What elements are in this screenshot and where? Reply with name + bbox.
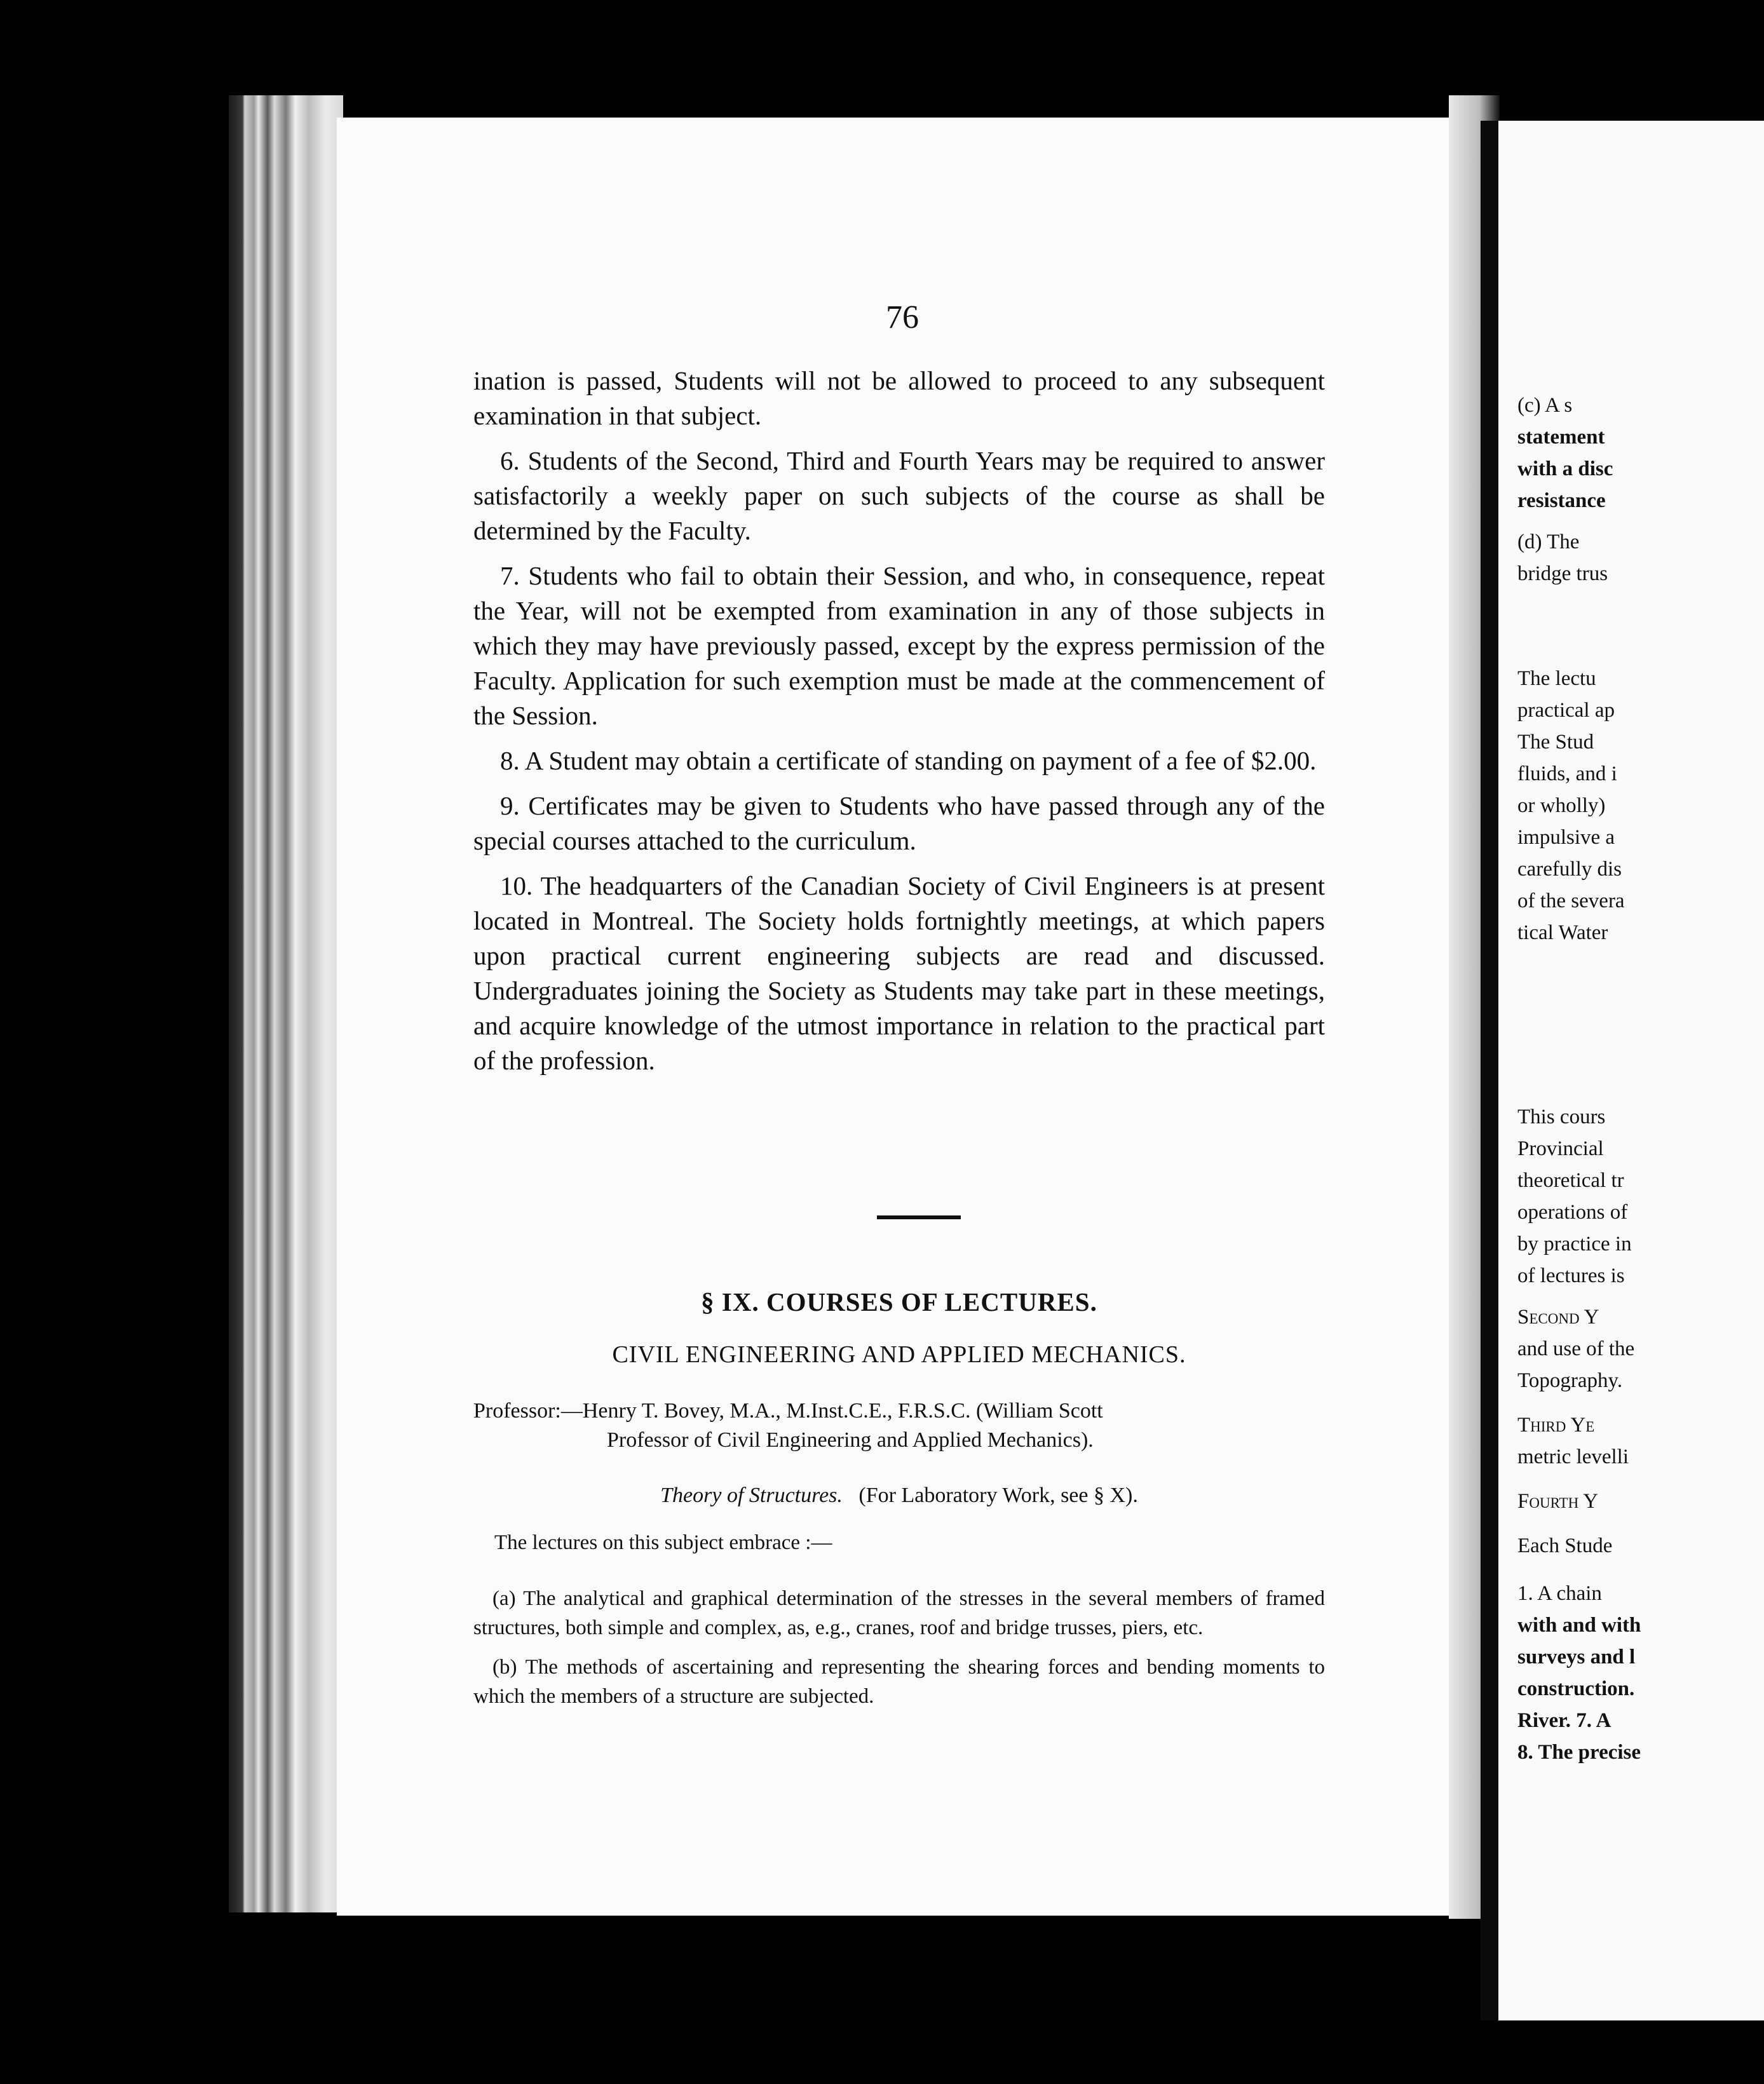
right-page-line: The lectu [1517, 667, 1596, 690]
right-page-line: or wholly) [1517, 794, 1606, 817]
paragraph-continuation: ination is passed, Students will not be allowed to proceed to any subsequent examination in that subject. [473, 366, 1325, 430]
right-page-line: of the severa [1517, 890, 1625, 912]
right-page-line: 8. The precise [1517, 1741, 1641, 1764]
book-page-edges [229, 95, 343, 1912]
professor-credit [473, 1397, 1325, 1455]
right-page-line: Topography. [1517, 1369, 1623, 1392]
right-page-line: construction. [1517, 1677, 1635, 1700]
lecture-item-b: (b) The methods of ascertaining and representing the shearing forces and bending moments to which the members of a structure are subjected. [473, 1656, 1325, 1708]
right-page-line: 1. A chain [1517, 1582, 1602, 1605]
right-page [1481, 121, 1764, 2020]
paragraph-6: 6. Students of the Second, Third and Fourth Years may be required to answer satisfactorily a weekly paper on such subjects of the course as shall be determined by the Faculty. [473, 446, 1325, 545]
right-page-line: metric levelli [1517, 1445, 1629, 1468]
right-page-line: of lectures is [1517, 1264, 1625, 1287]
right-page-line: by practice in [1517, 1233, 1632, 1255]
right-page-line: This cours [1517, 1106, 1606, 1128]
right-page-line: Fourth Y [1517, 1490, 1599, 1513]
right-page-line: carefully dis [1517, 858, 1622, 881]
right-page-line: fluids, and i [1517, 762, 1617, 785]
right-page-line: (c) A s [1517, 394, 1573, 417]
subject-note: (For Laboratory Work, see § X). [858, 1484, 1138, 1507]
subject-title: Theory of Structures. [660, 1484, 843, 1507]
right-page-line: with a disc [1517, 457, 1613, 480]
right-page-line: impulsive a [1517, 826, 1615, 849]
paragraph-9: 9. Certificates may be given to Students who have passed through any of the special courses attached to the curriculum. [473, 791, 1325, 855]
body-text [473, 363, 1325, 1088]
section-subheading: CIVIL ENGINEERING AND APPLIED MECHANICS. [612, 1341, 1186, 1368]
lecture-items [473, 1584, 1325, 1721]
right-page-line: tical Water [1517, 921, 1608, 944]
right-page-line: and use of the [1517, 1337, 1635, 1360]
right-page-line: resistance [1517, 489, 1606, 512]
right-page-line: theoretical tr [1517, 1169, 1624, 1192]
right-page-line: (d) The [1517, 531, 1580, 553]
right-page-line: bridge trus [1517, 562, 1608, 585]
right-page-line: operations of [1517, 1201, 1628, 1224]
page-number: 76 [886, 299, 919, 335]
right-page-line: Each Stude [1517, 1534, 1613, 1557]
paragraph-10: 10. The headquarters of the Canadian Society of Civil Engineers is at present located in Montreal. The Society holds fortnightly meetings, at which papers upon practical current engineering subjects are read and discussed. Undergraduates joining the Society as Students may take part in these meetings, and acquire knowledge of the utmost importance in relation to the practical part of the profession. [473, 871, 1325, 1075]
lectures-intro: The lectures on this subject embrace :— [494, 1531, 832, 1554]
subject-line [473, 1484, 1325, 1508]
section-heading: § IX. COURSES OF LECTURES. [701, 1287, 1097, 1316]
right-page-line: with and with [1517, 1614, 1641, 1637]
section-divider [877, 1215, 961, 1219]
right-page-line: River. 7. A [1517, 1709, 1611, 1732]
professor-line-1: Professor:—Henry T. Bovey, M.A., M.Inst.C.E., F.R.S.C. (William Scott [473, 1399, 1103, 1423]
right-page-line: practical ap [1517, 699, 1615, 722]
right-page-line: Second Y [1517, 1306, 1599, 1329]
right-page-line: Provincial [1517, 1137, 1604, 1160]
right-page-line: The Stud [1517, 731, 1594, 754]
paragraph-8: 8. A Student may obtain a certificate of standing on payment of a fee of $2.00. [500, 746, 1317, 775]
right-page-line: surveys and l [1517, 1646, 1636, 1668]
professor-line-2: Professor of Civil Engineering and Applied Mechanics). [607, 1428, 1094, 1452]
right-page-line: statement [1517, 426, 1605, 449]
lecture-item-a: (a) The analytical and graphical determination of the stresses in the several members of framed structures, both simple and complex, as, e.g., cranes, roof and bridge trusses, piers, etc. [473, 1587, 1325, 1639]
right-page-line: Third Ye [1517, 1414, 1595, 1437]
paragraph-7: 7. Students who fail to obtain their Session, and who, in consequence, repeat the Year, will not be exempted from examination in any of those subjects in which they may have previously passed, except by the express permission of the Faculty. Application for such exemption must be made at the commencement of the Session. [473, 561, 1325, 730]
